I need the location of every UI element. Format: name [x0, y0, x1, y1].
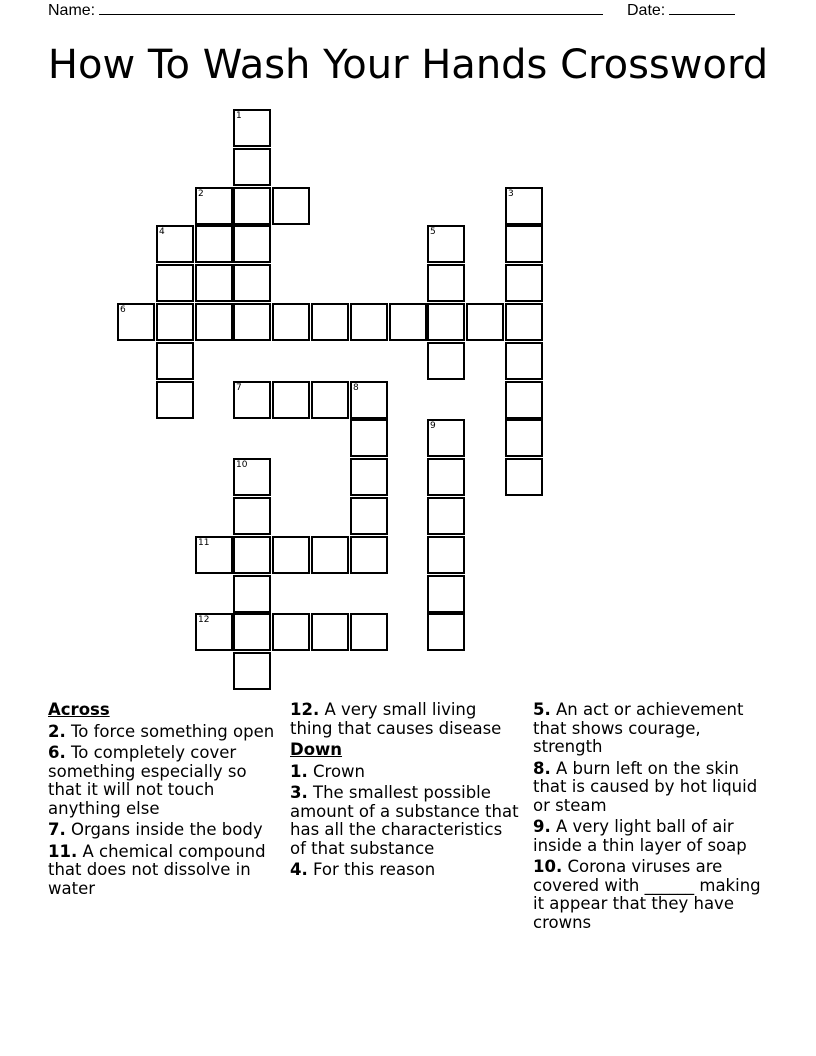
crossword-cell[interactable]: [350, 458, 388, 496]
crossword-cell-4[interactable]: [156, 225, 194, 263]
clue-across-7: [48, 821, 280, 840]
crossword-cell[interactable]: [272, 303, 310, 341]
crossword-cell[interactable]: [156, 303, 194, 341]
crossword-cell[interactable]: [427, 458, 465, 496]
clue-text: A very small living thing that causes disease: [290, 700, 502, 738]
crossword-cell[interactable]: [427, 264, 465, 302]
date-label: Date:: [627, 2, 666, 19]
crossword-cell[interactable]: [233, 264, 271, 302]
clue-number: 8.: [533, 758, 551, 778]
crossword-cell-12[interactable]: [195, 613, 233, 651]
cell-number: 5: [430, 227, 436, 237]
crossword-cell[interactable]: [350, 419, 388, 457]
crossword-cell[interactable]: [505, 342, 543, 380]
clues-column-1: [48, 701, 280, 901]
crossword-cell-3[interactable]: [505, 187, 543, 225]
cell-number: 2: [198, 189, 204, 199]
clue-number: 9.: [533, 817, 551, 836]
crossword-cell[interactable]: [427, 497, 465, 535]
crossword-cell-1[interactable]: [233, 109, 271, 147]
crossword-cell[interactable]: [505, 264, 543, 302]
crossword-cell-10[interactable]: [233, 458, 271, 496]
crossword-cell[interactable]: [195, 225, 233, 263]
crossword-cell[interactable]: [233, 225, 271, 263]
clue-down-4: [290, 861, 522, 880]
clue-number: 6.: [48, 743, 66, 762]
crossword-cell[interactable]: [350, 536, 388, 574]
crossword-cell-2[interactable]: [195, 187, 233, 225]
across-heading: Across: [48, 700, 110, 719]
crossword-cell[interactable]: [389, 303, 427, 341]
crossword-cell[interactable]: [505, 303, 543, 341]
clue-number: 7.: [48, 820, 66, 839]
crossword-cell[interactable]: [505, 419, 543, 457]
cell-number: 1: [236, 111, 242, 121]
clue-number: 2.: [48, 721, 66, 741]
crossword-cell-5[interactable]: [427, 225, 465, 263]
clue-number: 4.: [290, 860, 308, 879]
clue-text: Corona viruses are covered with ______ making it appear that they have crowns: [533, 857, 761, 932]
crossword-cell[interactable]: [505, 225, 543, 263]
crossword-cell[interactable]: [350, 303, 388, 341]
clue-down-10: [533, 858, 773, 932]
clue-down-5: [533, 701, 773, 757]
crossword-cell[interactable]: [350, 613, 388, 651]
down-heading: Down: [290, 740, 343, 759]
crossword-cell[interactable]: [272, 381, 310, 419]
cell-number: 6: [120, 305, 126, 315]
crossword-cell[interactable]: [272, 613, 310, 651]
clue-text: To force something open: [71, 721, 275, 741]
clue-across-11: [48, 843, 280, 899]
clue-down-9: [533, 818, 773, 855]
cell-number: 11: [198, 538, 210, 548]
crossword-cell[interactable]: [311, 613, 349, 651]
cell-number: 8: [353, 383, 359, 393]
crossword-cell[interactable]: [156, 342, 194, 380]
clue-text: A chemical compound that does not dissolve in water: [48, 841, 266, 898]
crossword-cell-8[interactable]: [350, 381, 388, 419]
clue-text: For this reason: [313, 860, 436, 879]
clue-down-3: [290, 784, 522, 858]
crossword-cell[interactable]: [233, 575, 271, 613]
cell-number: 10: [236, 460, 248, 470]
crossword-cell[interactable]: [233, 652, 271, 690]
name-label: Name:: [48, 2, 96, 19]
crossword-cell[interactable]: [233, 497, 271, 535]
clue-text: An act or achievement that shows courage, strength: [533, 700, 744, 756]
clue-text: A burn left on the skin that is caused by hot liquid or steam: [533, 758, 758, 815]
crossword-cell-7[interactable]: [233, 381, 271, 419]
cell-number: 7: [236, 383, 242, 393]
clues-column-3: [533, 701, 773, 935]
crossword-cell[interactable]: [272, 536, 310, 574]
clue-across-2: [48, 723, 280, 742]
cell-number: 12: [198, 615, 210, 625]
clue-text: A very light ball of air inside a thin layer of soap: [533, 817, 747, 855]
clue-across-6: [48, 744, 280, 818]
crossword-cell[interactable]: [311, 381, 349, 419]
crossword-cell[interactable]: [427, 575, 465, 613]
clue-number: 1.: [290, 761, 308, 781]
crossword-cell[interactable]: [311, 536, 349, 574]
crossword-cell-11[interactable]: [195, 536, 233, 574]
clue-text: To completely cover something especially so that it will not touch anything else: [48, 743, 247, 818]
clue-text: The smallest possible amount of a substance that has all the characteristics of that substance: [290, 783, 519, 858]
clue-across-12: [290, 701, 522, 738]
crossword-cell[interactable]: [505, 381, 543, 419]
cell-number: 3: [508, 189, 514, 199]
clues-column-2: [290, 701, 522, 883]
crossword-cell[interactable]: [466, 303, 504, 341]
crossword-cell[interactable]: [233, 187, 271, 225]
clue-number: 5.: [533, 700, 551, 719]
clue-down-1: [290, 763, 522, 782]
crossword-cell[interactable]: [156, 381, 194, 419]
crossword-cell[interactable]: [427, 613, 465, 651]
clue-number: 10.: [533, 857, 563, 876]
crossword-cell[interactable]: [195, 264, 233, 302]
crossword-cell[interactable]: [311, 303, 349, 341]
crossword-cell[interactable]: [272, 187, 310, 225]
crossword-cell[interactable]: [427, 536, 465, 574]
crossword-cell[interactable]: [233, 148, 271, 186]
clue-down-8: [533, 760, 773, 816]
crossword-cell-6[interactable]: [117, 303, 155, 341]
crossword-cell[interactable]: [505, 458, 543, 496]
crossword-cell[interactable]: [156, 264, 194, 302]
crossword-cell[interactable]: [350, 497, 388, 535]
clue-text: Crown: [313, 761, 365, 781]
crossword-cell-9[interactable]: [427, 419, 465, 457]
clue-number: 11.: [48, 841, 78, 861]
crossword-cell[interactable]: [233, 536, 271, 574]
crossword-cell[interactable]: [233, 613, 271, 651]
crossword-cell[interactable]: [195, 303, 233, 341]
cell-number: 4: [159, 227, 165, 237]
page-title: How To Wash Your Hands Crossword: [47, 42, 769, 88]
crossword-cell[interactable]: [233, 303, 271, 341]
clue-number: 3.: [290, 783, 308, 802]
crossword-cell[interactable]: [427, 342, 465, 380]
cell-number: 9: [430, 421, 436, 431]
crossword-cell[interactable]: [427, 303, 465, 341]
clue-text: Organs inside the body: [71, 820, 263, 839]
clue-number: 12.: [290, 700, 320, 719]
